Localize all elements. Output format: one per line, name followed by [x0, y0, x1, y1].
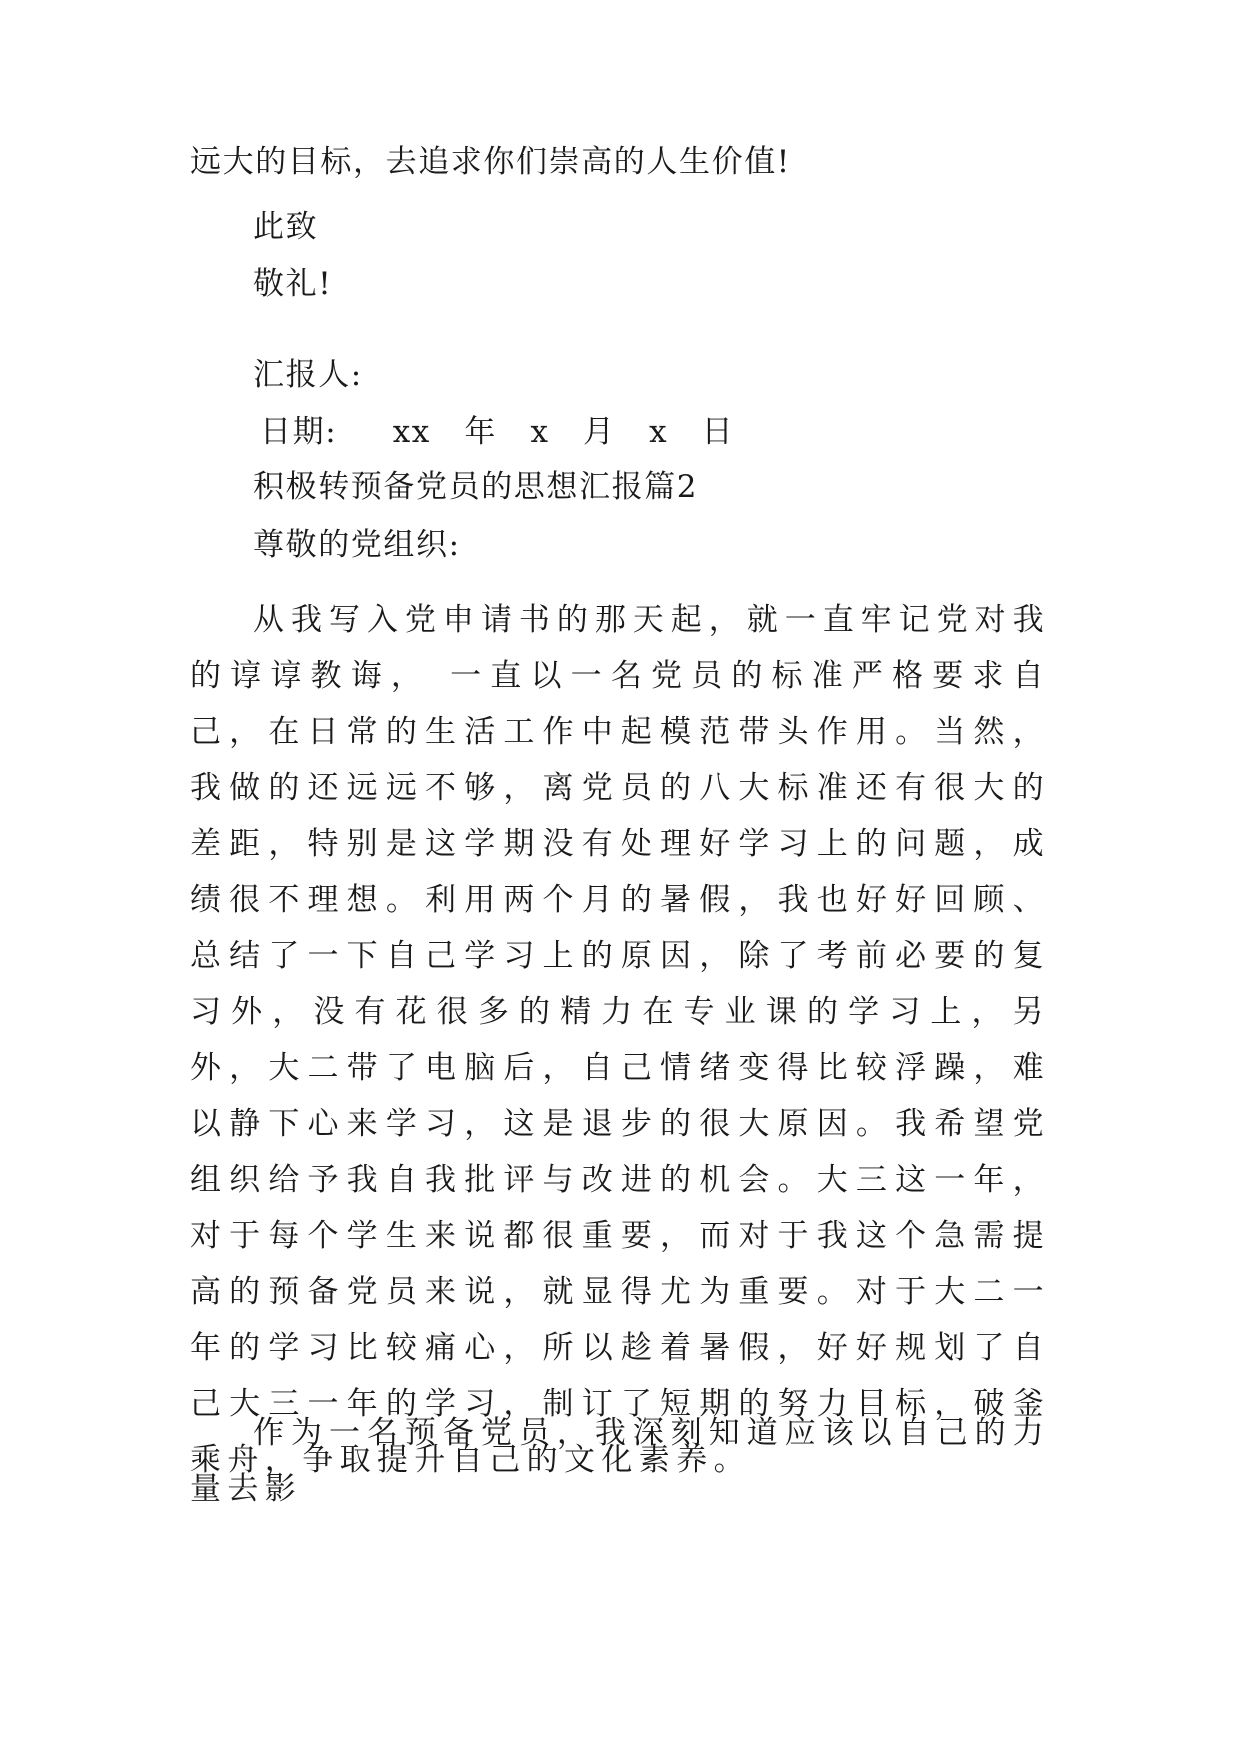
salutation: 尊敬的党组织: — [253, 527, 461, 563]
date-year-unit: 年 — [464, 414, 497, 450]
date-day: x — [649, 414, 669, 450]
closing-ci-zhi: 此致 — [253, 209, 319, 245]
body-paragraph-1: 从我写入党申请书的那天起，就一直牢记党对我的谆谆教诲， 一直以一名党员的标准严格要求自己，在日常的生活工作中起模范带头作用。当然，我做的还远远不够，离党员的八大标准还有很大的差距，特别是这学期没有处理好学习上的问题，成绩很不理想。利用两个月的暑假，我也好好回顾、总结了一下自己学习上的原因，除了考前必要的复习外，没有花很多的精力在专业课的学习上，另外，大二带了电脑后，自己情绪变得比较浮躁，难以静下心来学习，这是退步的很大原因。我希望党组织给予我自我批评与改进的机会。大三这一年，对于每个学生来说都很重要，而对于我这个急需提高的预备党员来说，就显得尤为重要。对于大二一年的学习比较痛心，所以趁着暑假，好好规划了自己大三一年的学习，制订了短期的努力目标，破釜乘舟，争取提升自己的文化素养。 — [190, 602, 1050, 1478]
closing-jing-li: 敬礼! — [253, 266, 333, 302]
body-paragraph-2: 作为一名预备党员，我深刻知道应该以自己的力量去影 — [190, 1415, 1050, 1507]
date-year: xx — [392, 414, 431, 450]
date-month: x — [530, 414, 550, 450]
date-line — [260, 412, 734, 452]
reporter-label: 汇报人: — [253, 357, 363, 393]
date-label: 日期: — [260, 414, 338, 450]
date-day-unit: 日 — [701, 414, 735, 450]
date-month-unit: 月 — [583, 414, 616, 450]
section-title: 积极转预备党员的思想汇报篇2 — [253, 469, 699, 505]
text-line-continuation: 远大的目标，去追求你们崇高的人生价值! — [190, 144, 791, 180]
